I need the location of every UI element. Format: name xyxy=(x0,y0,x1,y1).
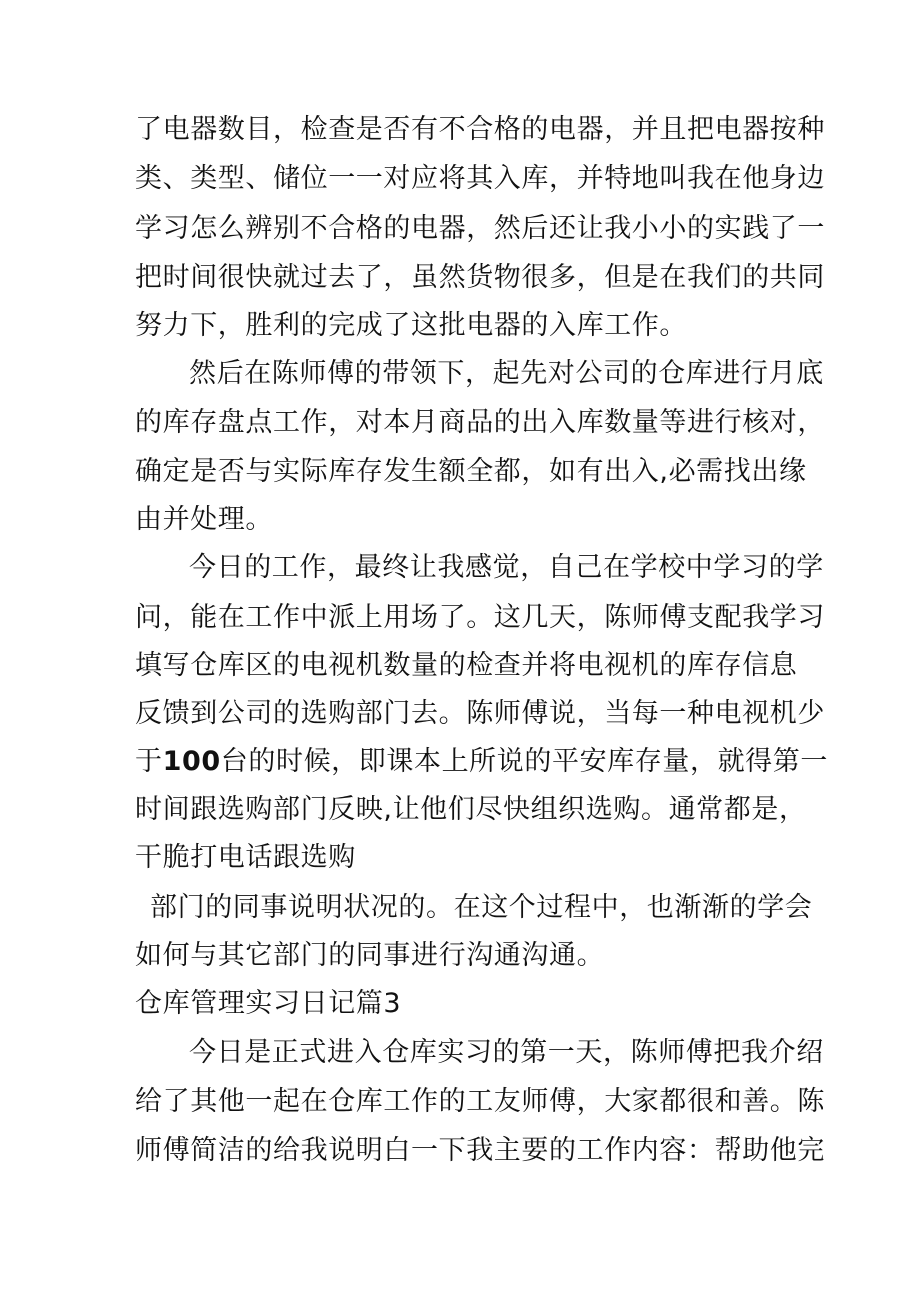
paragraph-first-line: 今日的工作，最终让我感觉，自己在学校中学习的学 xyxy=(189,552,824,583)
text-line: 问，能在工作中派上用场了。这几天，陈师傅支配我学习 xyxy=(135,602,825,633)
text-line: 填写仓库区的电视机数量的检查并将电视机的库存信息 xyxy=(135,650,798,681)
text-line: 给了其他一起在仓库工作的工友师傅，大家都很和善。陈 xyxy=(135,1086,825,1117)
text-line: 努力下，胜利的完成了这批电器的入库工作。 xyxy=(135,310,687,341)
text-segment: 台的时候，即课本上所说的平安库存量，就得第一 xyxy=(220,746,828,777)
text-line: 类、类型、储位一一对应将其入库，并特地叫我在他身边 xyxy=(135,163,825,194)
number-segment: 100 xyxy=(162,746,221,777)
section-heading: 仓库管理实习日记篇3 xyxy=(135,988,402,1019)
text-line: 了电器数目，检查是否有不合格的电器，并且把电器按种 xyxy=(135,114,825,145)
text-line: 由并处理。 xyxy=(135,504,273,535)
text-segment: 于 xyxy=(135,746,163,777)
paragraph-first-line: 然后在陈师傅的带领下，起先对公司的仓库进行月底 xyxy=(189,358,824,389)
text-line: 确定是否与实际库存发生额全都，如有出入,必需找出缘 xyxy=(135,456,807,487)
text-line: 反馈到公司的选购部门去。陈师傅说，当每一种电视机少 xyxy=(135,698,825,729)
text-line: 学习怎么辨别不合格的电器，然后还让我小小的实践了一 xyxy=(135,213,825,244)
text-line: 的库存盘点工作，对本月商品的出入库数量等进行核对， xyxy=(135,407,825,438)
text-line: 师傅简洁的给我说明白一下我主要的工作内容：帮助他完 xyxy=(135,1135,825,1166)
text-line: 干脆打电话跟选购 xyxy=(135,842,356,873)
text-line: 把时间很快就过去了，虽然货物很多，但是在我们的共同 xyxy=(135,262,825,293)
paragraph-first-line: 今日是正式进入仓库实习的第一天，陈师傅把我介绍 xyxy=(189,1037,824,1068)
text-line-with-number xyxy=(135,744,828,780)
text-line: 如何与其它部门的同事进行沟通沟通。 xyxy=(135,940,605,971)
text-line: 时间跟选购部门反映,让他们尽快组织选购。通常都是， xyxy=(135,794,807,825)
text-line: 部门的同事说明状况的。在这个过程中，也渐渐的学会 xyxy=(150,892,813,923)
